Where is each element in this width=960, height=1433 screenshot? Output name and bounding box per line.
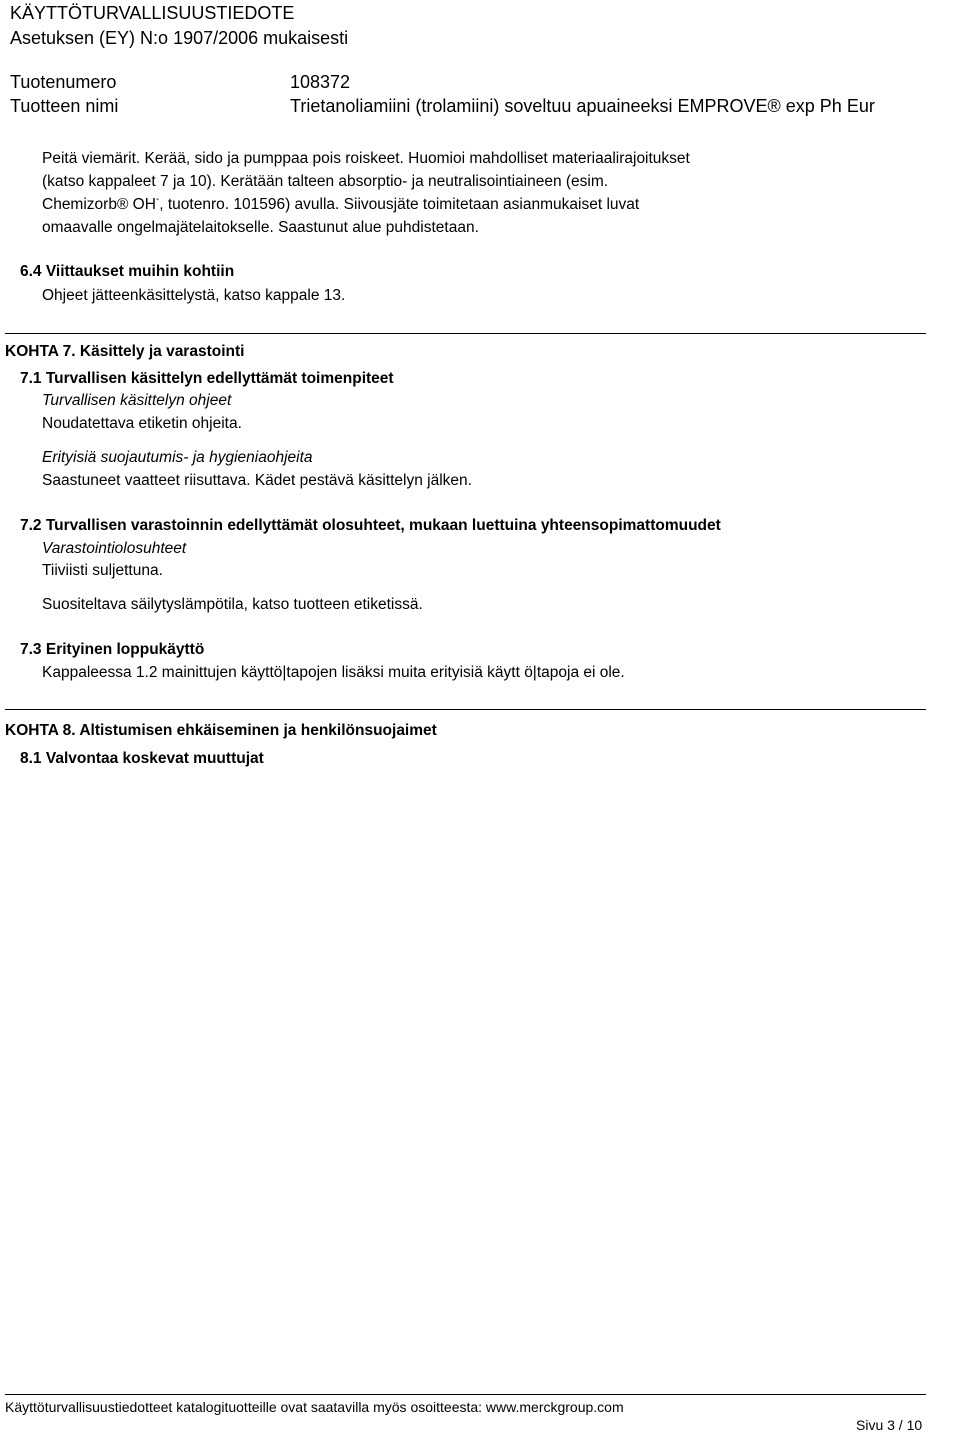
product-number: 108372: [290, 72, 351, 92]
section6-text-line: (katso kappaleet 7 ja 10). Kerätään talteen absorptio- ja neutralisointiaineen (esim.: [42, 173, 609, 190]
subsection-6-4-title: 6.4 Viittaukset muihin kohtiin: [20, 263, 235, 280]
product-number-label: Tuotenumero: [10, 72, 117, 92]
subsection-7-1-title: 7.1 Turvallisen käsittelyn edellyttämät toimenpiteet: [20, 370, 394, 387]
subsection-7-1-subheading: Erityisiä suojautumis- ja hygieniaohjeita: [42, 449, 313, 466]
section6-text-line: omaavalle ongelmajätelaitokselle. Saastunut alue puhdistetaan.: [42, 219, 479, 236]
footer-note: Käyttöturvallisuustiedotteet katalogituotteille ovat saatavilla myös osoitteesta: www.merckgroup.com: [5, 1399, 624, 1415]
subsection-7-2-subheading: Varastointiolosuhteet: [42, 540, 187, 557]
product-ref-text: , tuotenro. 101596) avulla. Siivousjäte toimitetaan asianmukaiset luvat: [159, 196, 640, 213]
document-title: KÄYTTÖTURVALLISUUSTIEDOTE: [10, 3, 295, 23]
subsection-7-2-text: Tiiviisti suljettuna.: [42, 562, 163, 579]
subsection-7-3-title: 7.3 Erityinen loppukäyttö: [20, 641, 205, 658]
footer-divider: [5, 1394, 926, 1395]
product-name-label: Tuotteen nimi: [10, 96, 119, 116]
subsection-7-1-subheading: Turvallisen käsittelyn ohjeet: [42, 392, 232, 409]
subsection-7-3-text: Kappaleessa 1.2 mainittujen käyttö|tapojen lisäksi muita erityisiä käytt ö|tapoja ei ole.: [42, 664, 625, 681]
subsection-7-1-text: Noudatettava etiketin ohjeita.: [42, 415, 242, 432]
superscript-minus: -: [155, 194, 160, 205]
product-name: Trietanoliamiini (trolamiini) soveltuu apuaineeksi EMPROVE® exp Ph Eur: [290, 96, 875, 116]
subsection-7-2-title: 7.2 Turvallisen varastoinnin edellyttämät olosuhteet, mukaan luettuina yhteensopimattomuudet: [20, 517, 721, 534]
section6-text-line: [42, 196, 639, 214]
subsection-6-4-text: Ohjeet jätteenkäsittelystä, katso kappale 13.: [42, 287, 346, 304]
section6-text-line: Peitä viemärit. Kerää, sido ja pumppaa pois roiskeet. Huomioi mahdolliset materiaalirajoitukset: [42, 150, 690, 167]
section-divider: [5, 333, 926, 334]
section-8-title: KOHTA 8. Altistumisen ehkäiseminen ja henkilönsuojaimet: [5, 722, 437, 739]
section-divider: [5, 709, 926, 710]
page-number: Sivu 3 / 10: [856, 1417, 923, 1433]
subsection-7-1-text: Saastuneet vaatteet riisuttava. Kädet pestävä käsittelyn jälken.: [42, 472, 472, 489]
subsection-7-2-text: Suositeltava säilytyslämpötila, katso tuotteen etiketissä.: [42, 596, 423, 613]
section-7-title: KOHTA 7. Käsittely ja varastointi: [5, 343, 245, 360]
chemizorb-text: Chemizorb® OH: [42, 196, 156, 213]
subsection-8-1-title: 8.1 Valvontaa koskevat muuttujat: [20, 750, 264, 767]
regulation-line: Asetuksen (EY) N:o 1907/2006 mukaisesti: [10, 28, 349, 48]
